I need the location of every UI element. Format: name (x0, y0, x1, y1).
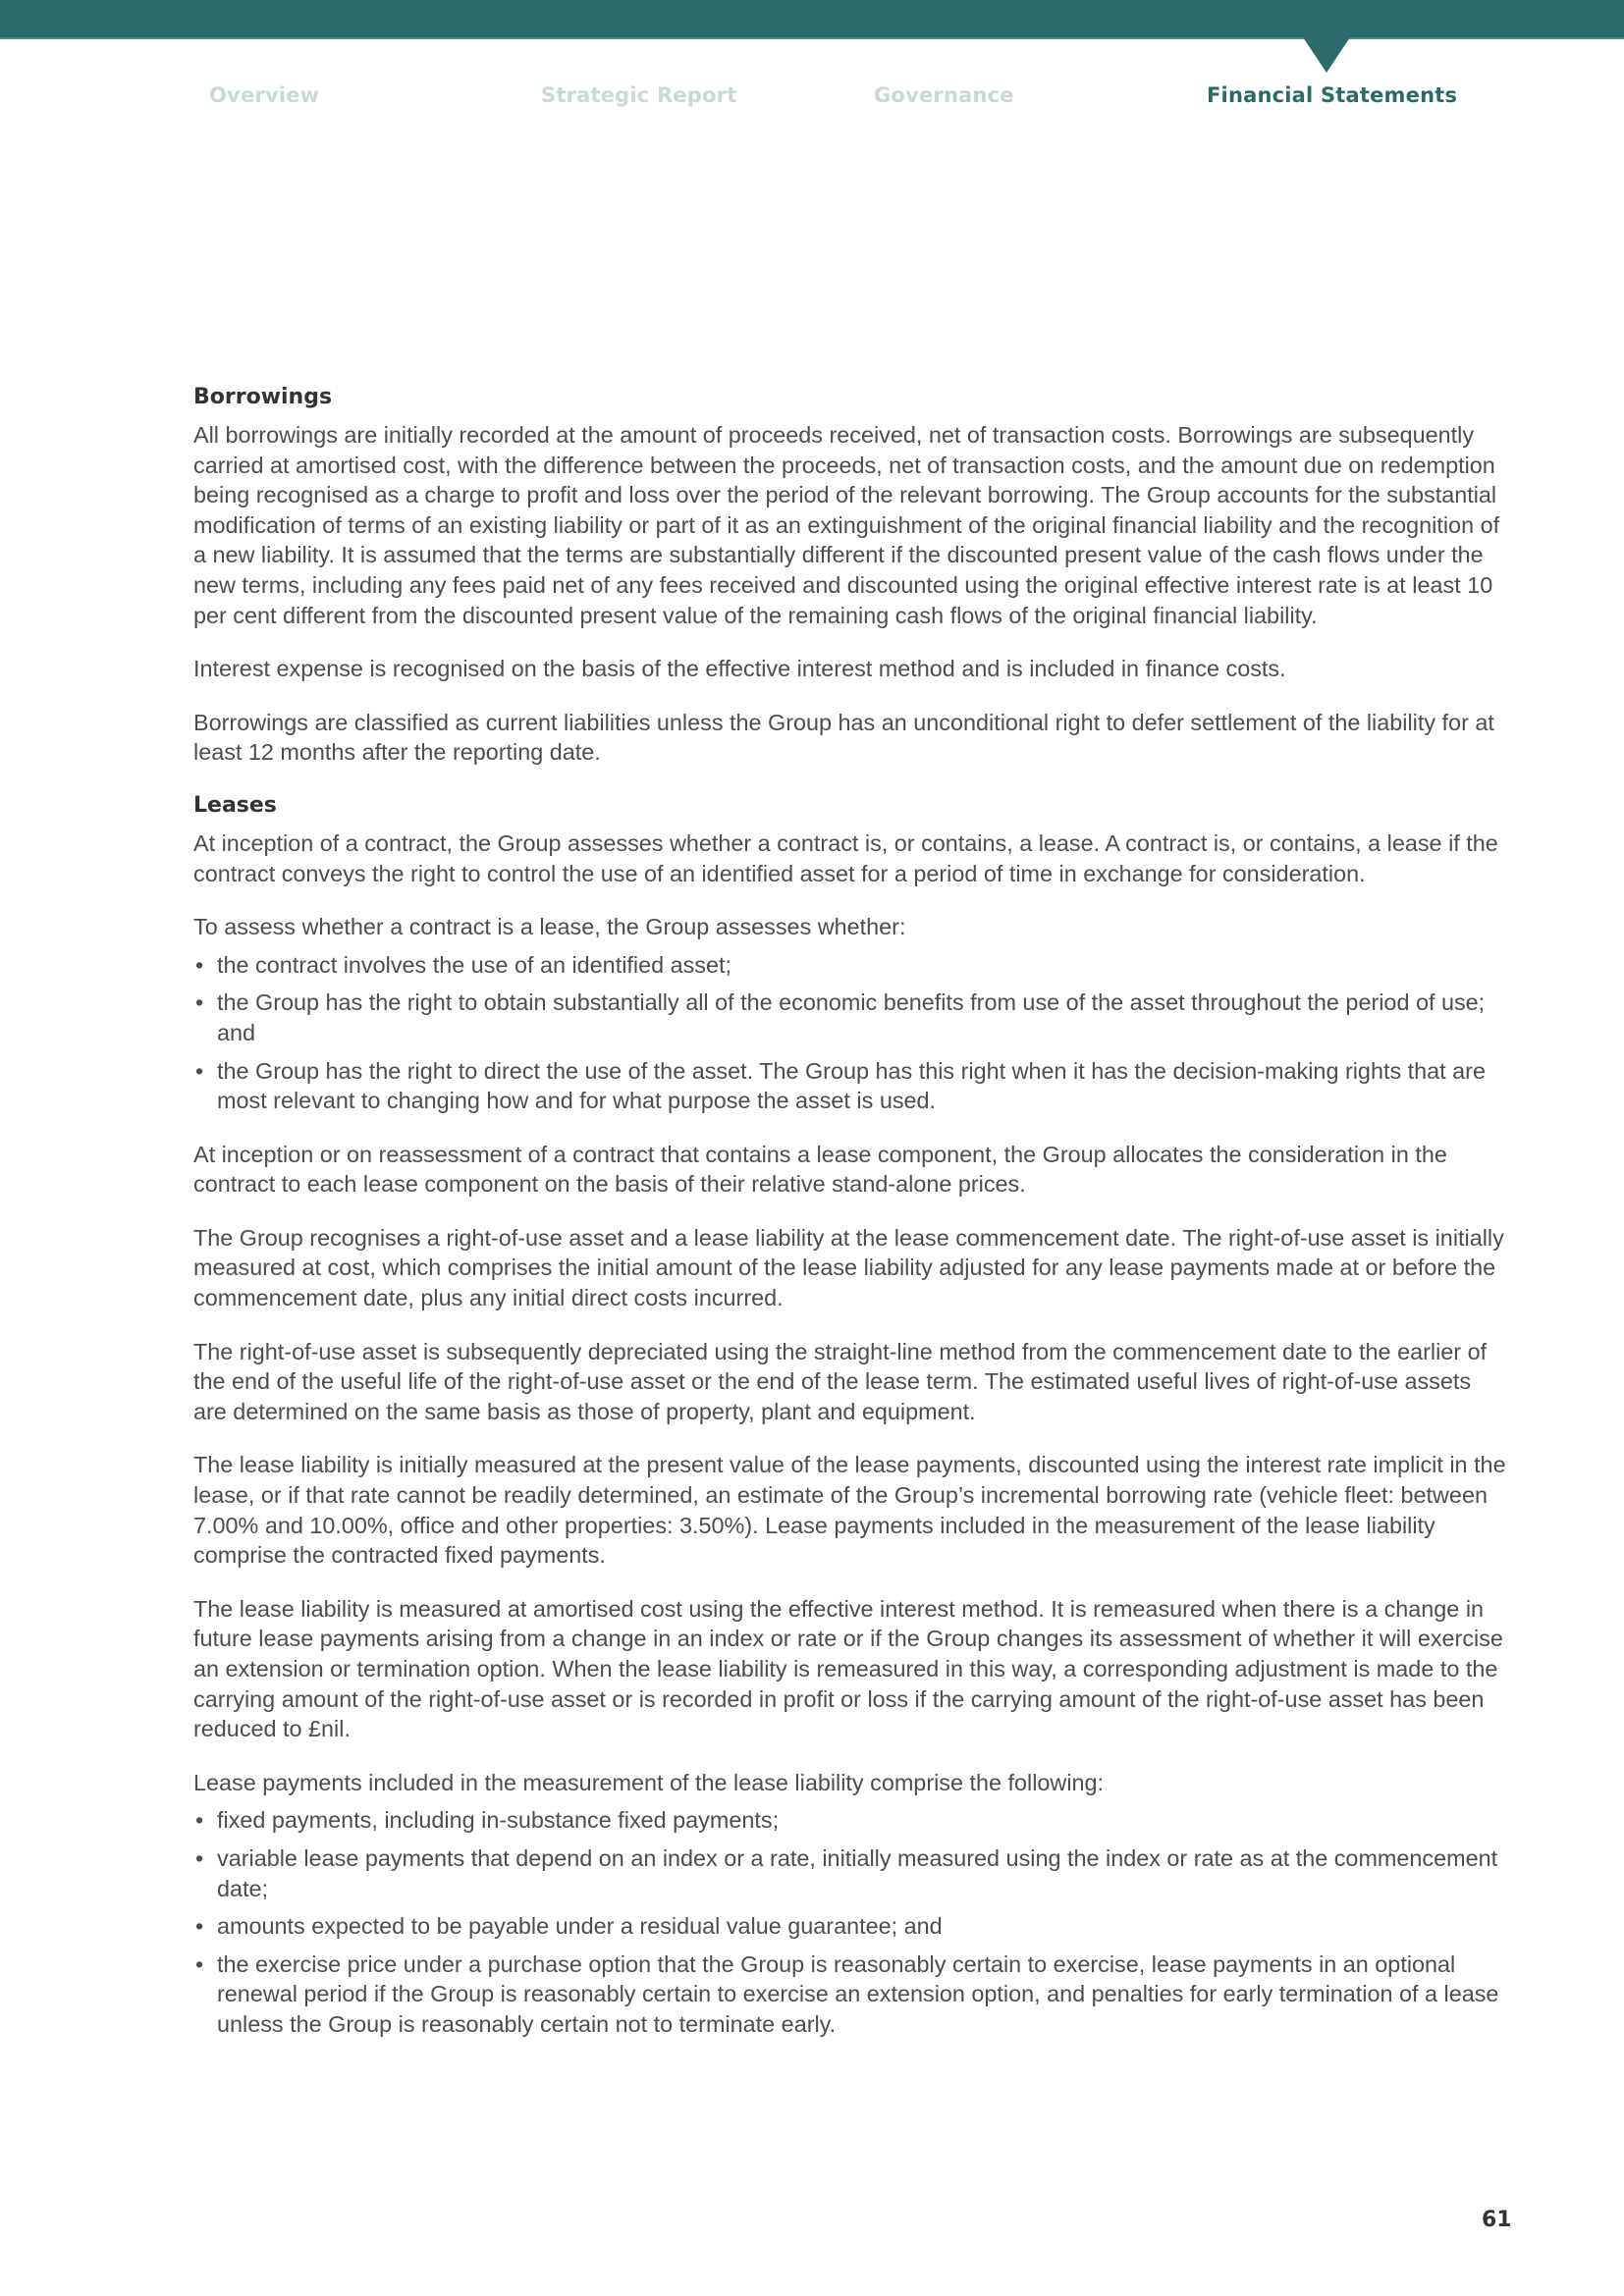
bullet-icon: • (195, 1807, 204, 1834)
lease-payments-intro: Lease payments included in the measurement of the lease liability comprise the following: (193, 1769, 1105, 1795)
section-nav (0, 83, 1624, 113)
list-item (193, 1911, 1509, 1942)
leases-paragraph: The lease liability is measured at amortised cost using the effective interest method. It is remeasured when there is a change in future lease payments arising from a change in an index or rate or if the Group changes its assessment of whether it will exercise an extension or termination option. When the lease liability is remeasured in this way, a corresponding adjustment is made to the carrying amount of the right-of-use asset or is recorded in profit or loss if the carrying amount of the right-of-use asset has been reduced to £nil. (193, 1595, 1503, 1742)
borrowings-paragraph: Interest expense is recognised on the basis of the effective interest method and is included in finance costs. (193, 656, 1286, 682)
header-bar-underline (0, 37, 1624, 39)
leases-paragraph: The Group recognises a right-of-use asset and a lease liability at the lease commencement date. The right-of-use asset is initially measured at cost, which comprises the initial amount of the lease liability adjusted for any lease payments made at or before the commencement date, plus any initial direct costs incurred. (193, 1224, 1504, 1311)
leases-intro-paragraph: At inception of a contract, the Group assesses whether a contract is, or contains, a lease. A contract is, or contains, a lease if the contract conveys the right to control the use of an identified asset for a period of time in exchange for consideration. (193, 829, 1498, 886)
page-number: 61 (1482, 2208, 1512, 2232)
list-item-text: the exercise price under a purchase option that the Group is reasonably certain to exercise, lease payments in an optional renewal period if the Group is reasonably certain to exercise an extension option, and penalties for early termination of a lease unless the Group is reasonably certain not to terminate early. (217, 1950, 1499, 2037)
list-item (193, 988, 1509, 1047)
main-content (193, 383, 1509, 2063)
list-item-text: the Group has the right to direct the use of the asset. The Group has this right when it has the decision-making rights that are most relevant to changing how and for what purpose the asset is used. (217, 1057, 1486, 1114)
leases-heading: Leases (193, 792, 277, 818)
leases-paragraph: At inception or on reassessment of a contract that contains a lease component, the Group allocates the consideration in the contract to each lease component on the basis of their relative stand-alone prices. (193, 1141, 1447, 1198)
list-item-text: the contract involves the use of an identified asset; (217, 951, 732, 978)
nav-tab-financial-statements[interactable]: Financial Statements (1207, 83, 1458, 107)
lease-payments-list (193, 1805, 1509, 2039)
borrowings-paragraph: All borrowings are initially recorded at the amount of proceeds received, net of transaction costs. Borrowings are subsequently carried at amortised cost, with the difference between the proceeds, net of transaction costs, and the amount due on redemption being recognised as a charge to profit and loss over the period of the relevant borrowing. The Group accounts for the substantial modification of terms of an existing liability or part of it as an extinguishment of the original financial liability and the recognition of a new liability. It is assumed that the terms are substantially different if the discounted present value of the cash flows under the new terms, including any fees paid net of any fees received and discounted using the original effective interest rate is at least 10 per cent different from the discounted present value of the remaining cash flows of the original financial liability. (193, 422, 1500, 628)
bullet-icon: • (195, 1057, 204, 1084)
header-bar (0, 0, 1624, 37)
list-item (193, 1843, 1509, 1903)
leases-section (193, 791, 1509, 2040)
borrowings-heading: Borrowings (193, 385, 333, 409)
list-item (193, 1949, 1509, 2040)
triangle-down-icon (1303, 37, 1350, 73)
list-item-text: fixed payments, including in-substance fixed payments; (217, 1807, 780, 1834)
bullet-icon: • (195, 951, 204, 978)
assess-criteria-list (193, 950, 1509, 1116)
list-item (193, 1805, 1509, 1836)
nav-tab-overview[interactable]: Overview (209, 83, 320, 107)
borrowings-section (193, 383, 1509, 768)
bullet-icon: • (195, 1844, 204, 1871)
leases-paragraph: The right-of-use asset is subsequently depreciated using the straight-line method from the commencement date to the earlier of the end of the useful life of the right-of-use asset or the end of the lease term. The estimated useful lives of right-of-use assets are determined on the same basis as those of property, plant and equipment. (193, 1338, 1488, 1424)
list-item-text: variable lease payments that depend on an index or a rate, initially measured using the index or rate as at the commencement date; (217, 1844, 1498, 1901)
bullet-icon: • (195, 1950, 204, 1977)
list-item-text: the Group has the right to obtain substantially all of the economic benefits from use of the asset throughout the period of use; and (217, 989, 1486, 1045)
bullet-icon: • (195, 1913, 204, 1940)
list-item (193, 1056, 1509, 1116)
nav-tab-governance[interactable]: Governance (874, 83, 1014, 107)
borrowings-paragraph: Borrowings are classified as current liabilities unless the Group has an unconditional right to defer settlement of the liability for at least 12 months after the reporting date. (193, 709, 1494, 766)
leases-paragraph: The lease liability is initially measured at the present value of the lease payments, discounted using the interest rate implicit in the lease, or if that rate cannot be readily determined, an estimate of the Group’s incremental borrowing rate (vehicle fleet: between 7.00% and 10.00%, office and other properties: 3.50%). Lease payments included in the measurement of the lease liability comprise the contracted fixed payments. (193, 1452, 1506, 1569)
nav-tab-strategic-report[interactable]: Strategic Report (541, 83, 737, 107)
bullet-icon: • (195, 989, 204, 1016)
list-item (193, 950, 1509, 981)
list-item-text: amounts expected to be payable under a residual value guarantee; and (217, 1913, 943, 1940)
leases-assess-intro: To assess whether a contract is a lease, the Group assesses whether: (193, 914, 906, 940)
